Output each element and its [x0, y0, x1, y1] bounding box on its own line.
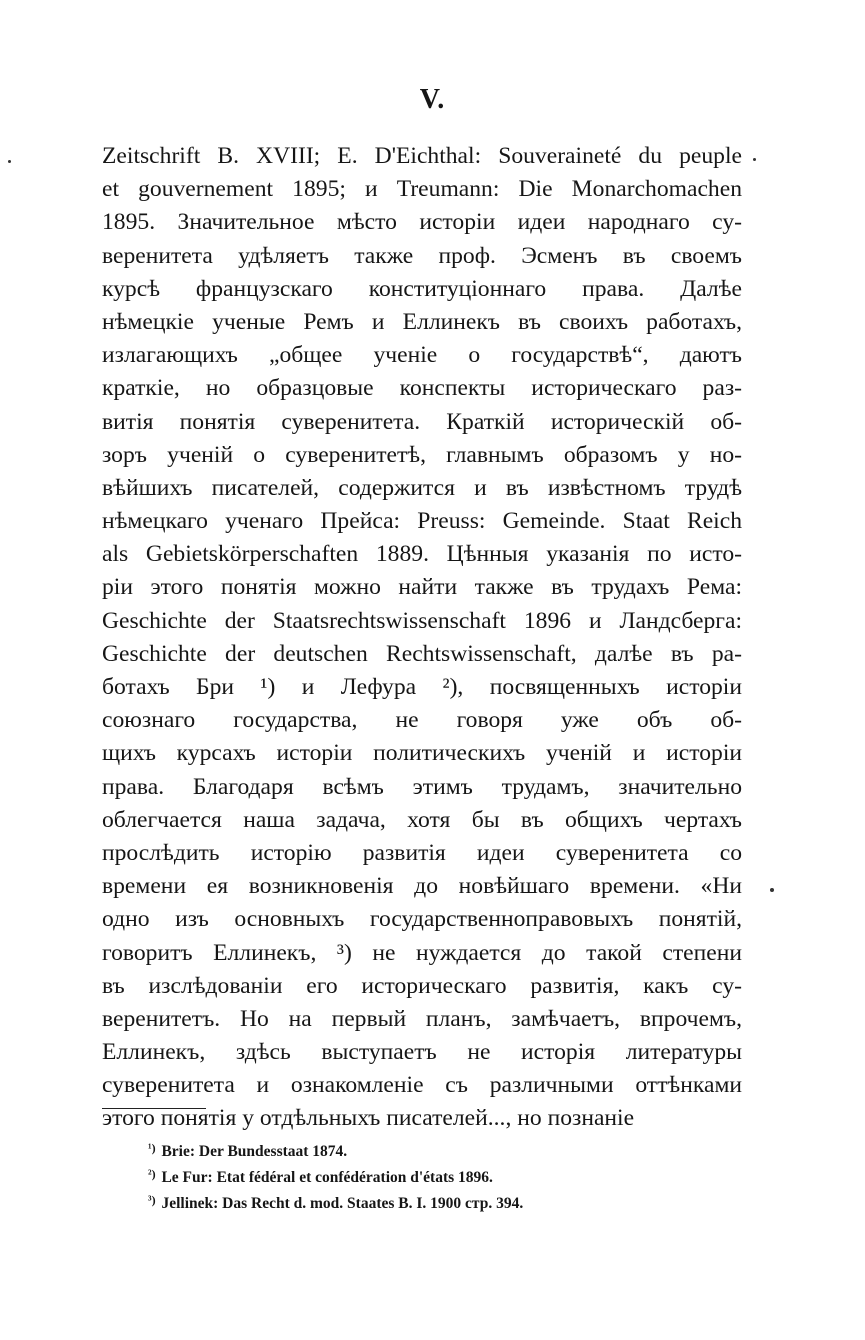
text-line: витія понятія суверенитета. Краткій историческій об- — [102, 408, 742, 435]
footnote-divider — [102, 1108, 206, 1109]
footnote-mark: ³) — [148, 1193, 156, 1207]
footnote-text: Brie: Der Bundesstaat 1874. — [161, 1143, 348, 1160]
text-line: прослѣдить исторію развитія идеи суверенитета со — [102, 839, 742, 866]
text-line: 1895. Значительное мѣсто исторіи идеи народнаго су- — [102, 209, 742, 236]
footnote-text: Le Fur: Etat fédéral et confédération d'états 1896. — [161, 1169, 493, 1186]
text-line: ріи этого понятія можно найти также въ трудахъ Рема: — [102, 574, 742, 601]
text-line: въ изслѣдованіи его историческаго развитія, какъ су- — [102, 972, 742, 999]
scan-speck — [753, 158, 756, 161]
text-line: вѣйшихъ писателей, содержится и въ извѣстномъ трудѣ — [102, 474, 742, 501]
footnotes — [148, 1135, 748, 1213]
footnote-item — [148, 1161, 748, 1187]
text-line: Еллинекъ, здѣсь выступаетъ не исторія литературы — [102, 1039, 742, 1066]
text-line: излагающихъ „общее ученіе о государствѣ“, даютъ — [102, 342, 742, 369]
page-number: V. — [419, 84, 446, 115]
text-line: als Gebietskörperschaften 1889. Цѣнныя указанія по исто- — [102, 541, 742, 568]
scan-speck — [8, 160, 11, 163]
footnote-mark: ²) — [148, 1167, 156, 1181]
text-line: говоритъ Еллинекъ, ³) не нуждается до такой степени — [102, 939, 742, 966]
text-line: et gouvernement 1895; и Treumann: Die Monarchomachen — [102, 176, 742, 203]
text-line: одно изъ основныхъ государственноправовыхъ понятій, — [102, 906, 742, 933]
main-text — [102, 140, 742, 1136]
text-line: краткіе, но образцовые конспекты историческаго раз- — [102, 375, 742, 402]
footnote-text: Jellinek: Das Recht d. mod. Staates B. I. 1900 стр. 394. — [161, 1195, 524, 1212]
scan-speck — [770, 888, 774, 892]
text-line: времени ея возникновенія до новѣйшаго времени. «Ни — [102, 873, 742, 900]
text-line: права. Благодаря всѣмъ этимъ трудамъ, значительно — [102, 773, 742, 800]
text-line: облегчается наша задача, хотя бы въ общихъ чертахъ — [102, 806, 742, 833]
text-line: зоръ ученій о суверенитетѣ, главнымъ образомъ у но- — [102, 441, 742, 468]
text-line: веренитета удѣляетъ также проф. Эсменъ въ своемъ — [102, 242, 742, 269]
text-line: нѣмецкіе ученые Ремъ и Еллинекъ въ своихъ работахъ, — [102, 308, 742, 335]
text-line: союзнаго государства, не говоря уже объ об- — [102, 707, 742, 734]
text-line: веренитетъ. Но на первый планъ, замѣчаетъ, впрочемъ, — [102, 1005, 742, 1032]
text-line: Zeitschrift B. XVIII; E. D'Eichthal: Souveraineté du peuple — [102, 143, 742, 169]
footnote-item — [148, 1135, 748, 1161]
text-line: Geschichte der deutschen Rechtswissenschaft, далѣе въ ра- — [102, 640, 742, 667]
footnote-item — [148, 1187, 748, 1213]
text-line: Geschichte der Staatsrechtswissenschaft 1896 и Ландсберга: — [102, 607, 742, 634]
footnote-mark: ¹) — [148, 1141, 156, 1155]
text-line: нѣмецкаго ученаго Прейса: Preuss: Gemeinde. Staat Reich — [102, 508, 742, 535]
text-line: ботахъ Бри ¹) и Лефура ²), посвященныхъ исторіи — [102, 674, 742, 700]
text-line: суверенитета и ознакомленіе съ различными оттѣнками — [102, 1072, 742, 1099]
text-line: курсѣ французскаго конституціоннаго права. Далѣе — [102, 275, 742, 302]
text-line: щихъ курсахъ исторіи политическихъ ученій и исторіи — [102, 740, 742, 767]
text-line: этого понятія у отдѣльныхъ писателей..., но познаніе — [102, 1105, 635, 1132]
